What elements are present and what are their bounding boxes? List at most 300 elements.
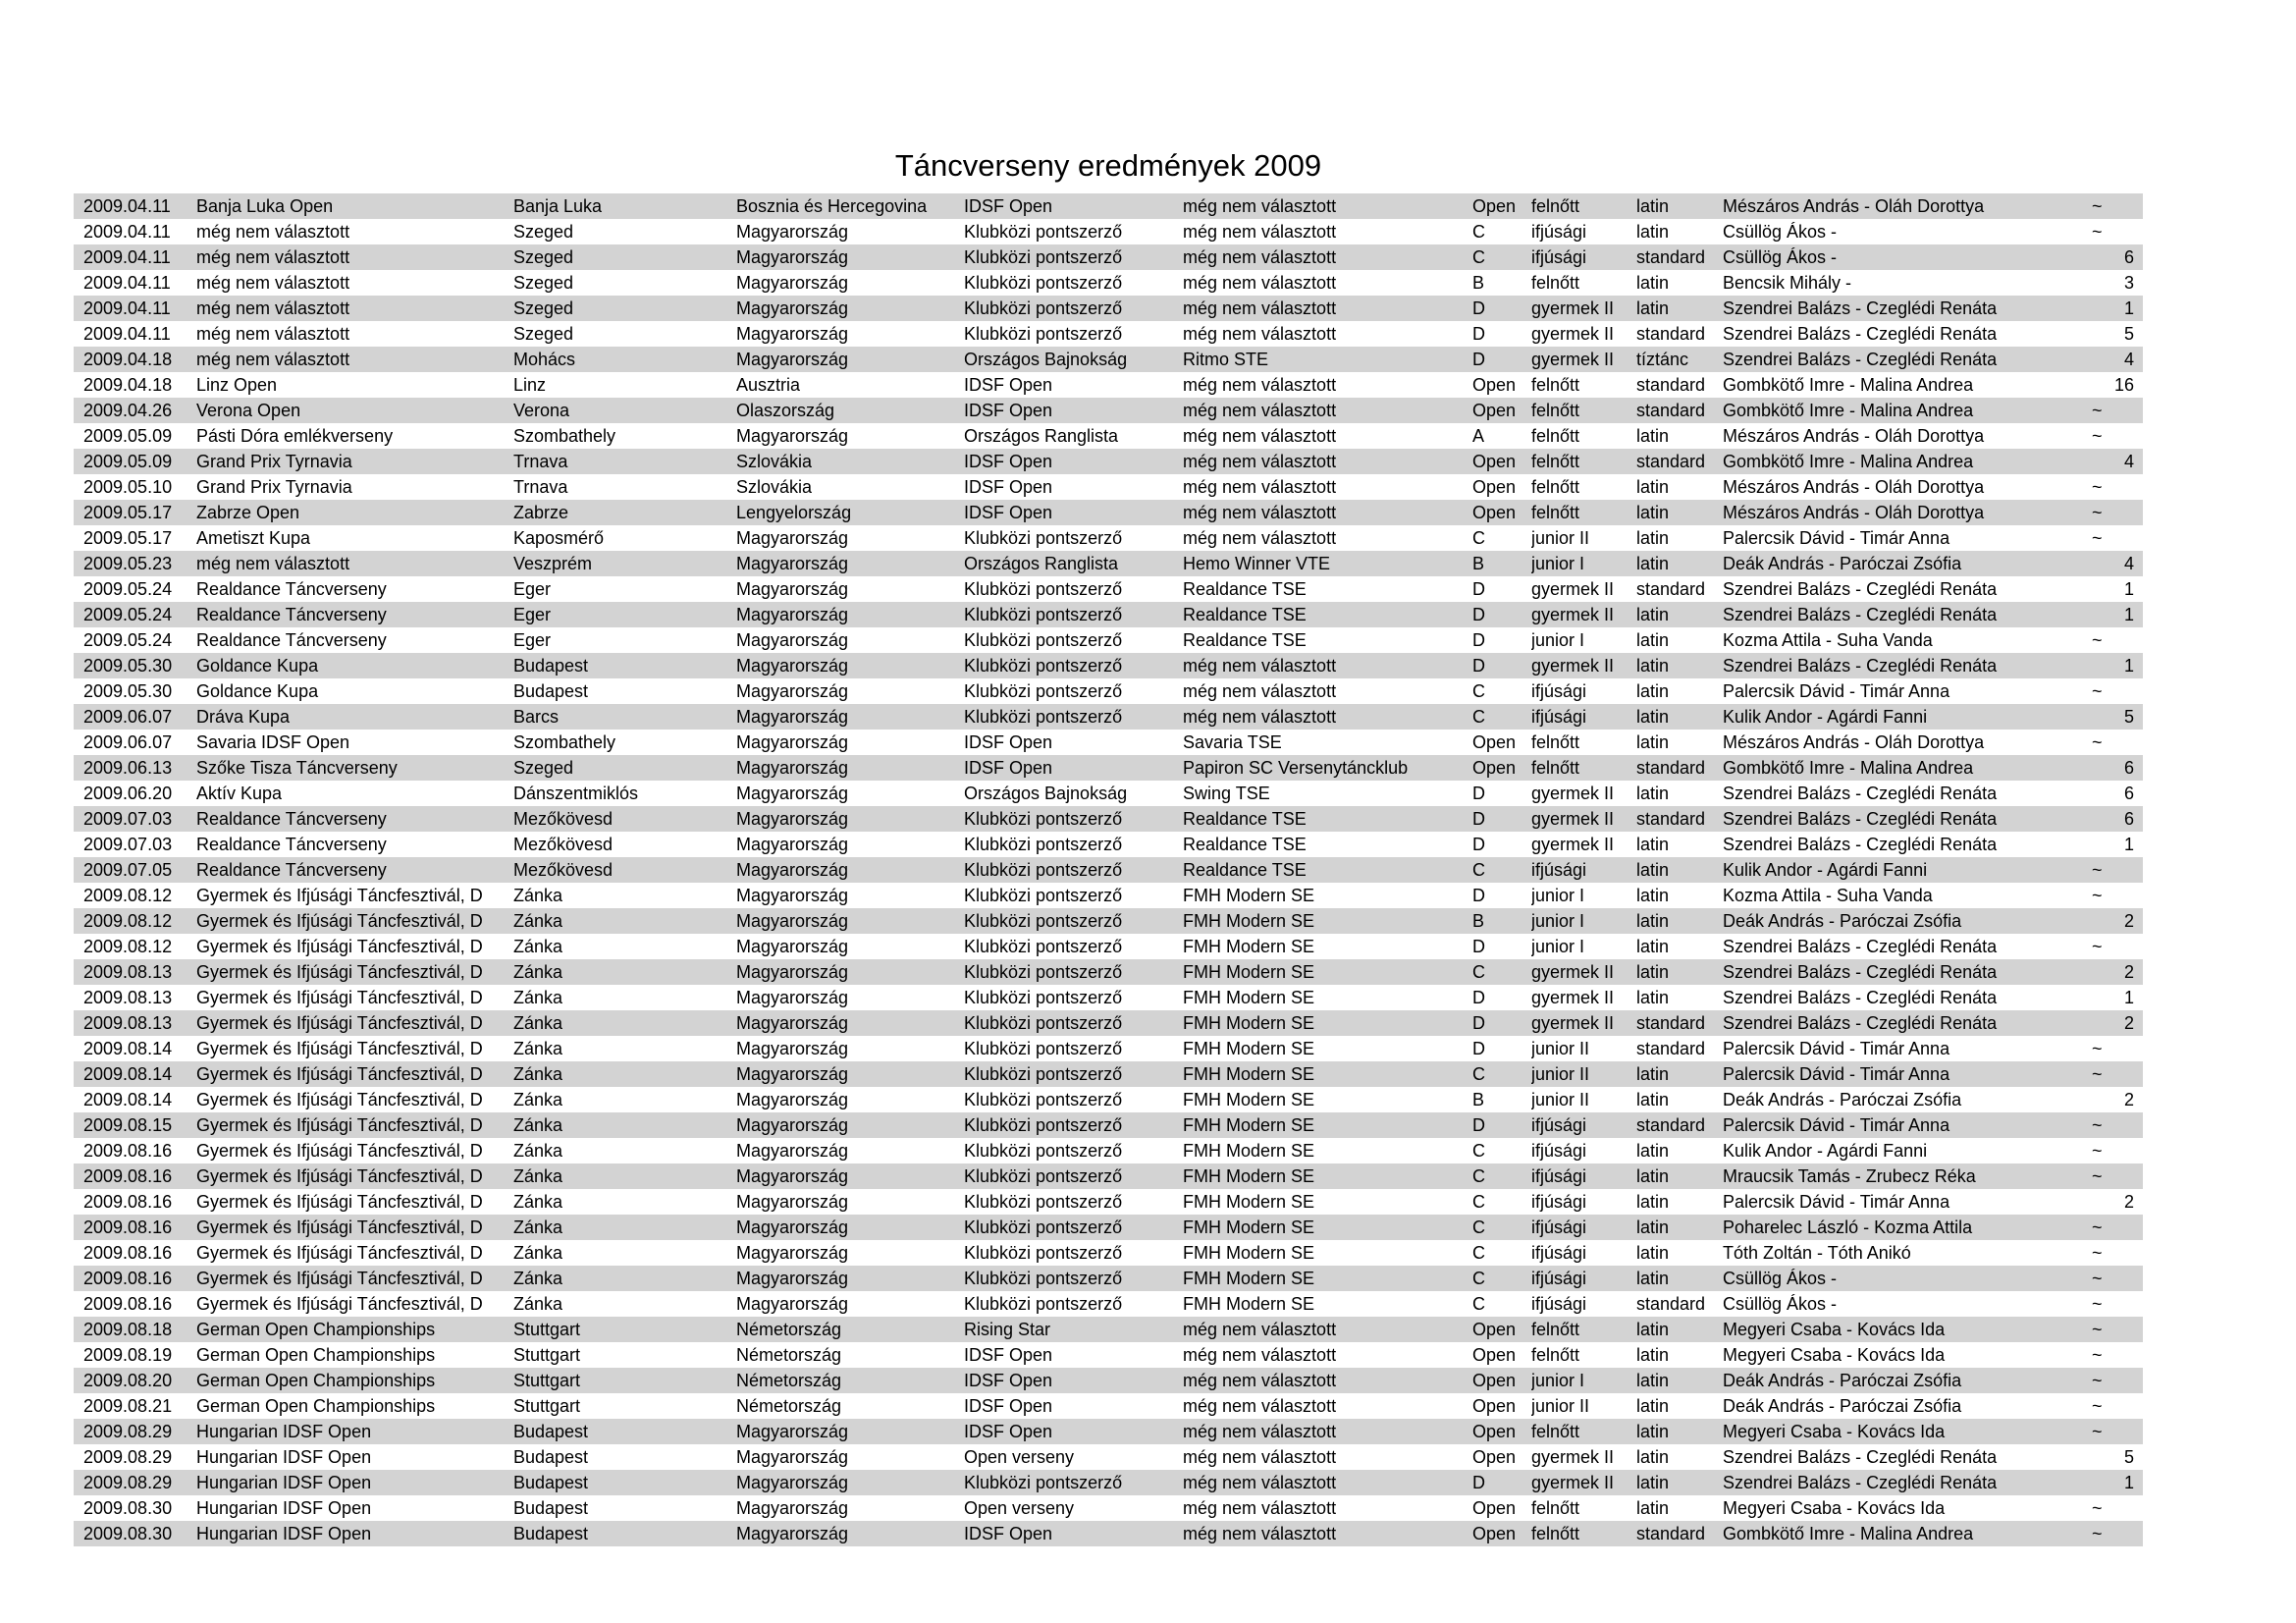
cell-club: még nem választott [1183, 273, 1337, 293]
table-row [74, 1342, 2143, 1368]
cell-type: Országos Ranglista [964, 554, 1119, 573]
cell-club: Papiron SC Versenytáncklub [1183, 758, 1409, 778]
cell-date: 2009.06.07 [83, 732, 173, 752]
cell-competition: Gyermek és Ifjúsági Táncfesztivál, D [196, 911, 483, 931]
cell-country: Magyarország [736, 707, 849, 727]
cell-class: C [1472, 1294, 1485, 1314]
cell-date: 2009.08.29 [83, 1447, 173, 1467]
cell-country: Magyarország [736, 1269, 849, 1288]
cell-type: IDSF Open [964, 758, 1053, 778]
cell-class: D [1472, 579, 1485, 599]
cell-style: tíztánc [1636, 350, 1689, 369]
cell-competition: German Open Championships [196, 1320, 436, 1339]
cell-age-group: junior I [1531, 886, 1585, 905]
cell-age-group: gyermek II [1531, 324, 1615, 344]
cell-class: C [1472, 681, 1485, 701]
cell-date: 2009.08.16 [83, 1269, 173, 1288]
cell-country: Magyarország [736, 1498, 849, 1518]
cell-city: Zabrze [513, 503, 569, 522]
cell-type: Klubközi pontszerző [964, 222, 1123, 242]
cell-date: 2009.04.11 [83, 273, 171, 293]
cell-competition: még nem választott [196, 554, 350, 573]
cell-age-group: ifjúsági [1531, 1115, 1587, 1135]
table-row [74, 806, 2143, 832]
cell-style: standard [1636, 1524, 1706, 1543]
cell-competition: Goldance Kupa [196, 656, 319, 676]
cell-competition: Gyermek és Ifjúsági Táncfesztivál, D [196, 937, 483, 956]
cell-date: 2009.08.16 [83, 1294, 173, 1314]
table-row [74, 551, 2143, 576]
cell-class: C [1472, 1064, 1485, 1084]
cell-country: Magyarország [736, 605, 849, 624]
cell-result: ~ [2092, 1371, 2103, 1390]
cell-competition: Gyermek és Ifjúsági Táncfesztivál, D [196, 1141, 483, 1161]
cell-result: 4 [2123, 452, 2134, 471]
cell-style: latin [1636, 605, 1670, 624]
cell-competition: még nem választott [196, 222, 350, 242]
cell-couple: Palercsik Dávid - Timár Anna [1723, 1039, 1950, 1058]
cell-couple: Szendrei Balázs - Czeglédi Renáta [1723, 809, 1998, 829]
cell-country: Magyarország [736, 656, 849, 676]
cell-result: 2 [2123, 1013, 2134, 1033]
cell-couple: Kulik Andor - Agárdi Fanni [1723, 1141, 1928, 1161]
cell-club: FMH Modern SE [1183, 1039, 1315, 1058]
cell-couple: Szendrei Balázs - Czeglédi Renáta [1723, 1473, 1998, 1492]
cell-style: latin [1636, 732, 1670, 752]
cell-competition: Savaria IDSF Open [196, 732, 350, 752]
cell-city: Stuttgart [513, 1396, 581, 1416]
table-row [74, 1036, 2143, 1061]
cell-city: Zánka [513, 1243, 563, 1263]
cell-style: standard [1636, 758, 1706, 778]
cell-club: még nem választott [1183, 1447, 1337, 1467]
cell-style: standard [1636, 809, 1706, 829]
cell-class: D [1472, 324, 1485, 344]
cell-type: IDSF Open [964, 732, 1053, 752]
cell-style: standard [1636, 1115, 1706, 1135]
cell-age-group: gyermek II [1531, 1473, 1615, 1492]
cell-country: Magyarország [736, 784, 849, 803]
cell-club: még nem választott [1183, 426, 1337, 446]
table-row [74, 959, 2143, 985]
cell-city: Zánka [513, 1192, 563, 1212]
cell-couple: Deák András - Paróczai Zsófia [1723, 1396, 1962, 1416]
cell-type: IDSF Open [964, 1396, 1053, 1416]
cell-class: Open [1472, 375, 1517, 395]
cell-age-group: junior II [1531, 1090, 1590, 1109]
cell-type: Országos Ranglista [964, 426, 1119, 446]
cell-couple: Mészáros András - Oláh Dorottya [1723, 503, 1985, 522]
cell-couple: Csüllög Ákos - [1723, 1269, 1838, 1288]
cell-date: 2009.04.26 [83, 401, 173, 420]
cell-result: ~ [2092, 196, 2103, 216]
cell-date: 2009.08.19 [83, 1345, 173, 1365]
cell-class: Open [1472, 452, 1517, 471]
cell-city: Budapest [513, 1447, 589, 1467]
cell-competition: Pásti Dóra emlékverseny [196, 426, 394, 446]
cell-age-group: ifjúsági [1531, 1192, 1587, 1212]
cell-age-group: felnőtt [1531, 1422, 1580, 1441]
cell-date: 2009.08.16 [83, 1217, 173, 1237]
cell-type: Klubközi pontszerző [964, 1192, 1123, 1212]
cell-couple: Mészáros András - Oláh Dorottya [1723, 477, 1985, 497]
table-row [74, 1495, 2143, 1521]
cell-date: 2009.04.11 [83, 298, 171, 318]
cell-type: IDSF Open [964, 1524, 1053, 1543]
cell-couple: Kozma Attila - Suha Vanda [1723, 886, 1933, 905]
cell-type: IDSF Open [964, 477, 1053, 497]
cell-result: ~ [2092, 732, 2103, 752]
cell-date: 2009.08.13 [83, 988, 173, 1007]
table-row [74, 270, 2143, 296]
cell-competition: Gyermek és Ifjúsági Táncfesztivál, D [196, 1243, 483, 1263]
cell-competition: Gyermek és Ifjúsági Táncfesztivál, D [196, 1115, 483, 1135]
cell-competition: Gyermek és Ifjúsági Táncfesztivál, D [196, 988, 483, 1007]
cell-result: 4 [2123, 554, 2134, 573]
cell-couple: Szendrei Balázs - Czeglédi Renáta [1723, 656, 1998, 676]
cell-club: még nem választott [1183, 298, 1337, 318]
cell-country: Magyarország [736, 758, 849, 778]
cell-style: latin [1636, 1269, 1670, 1288]
cell-club: Realdance TSE [1183, 630, 1307, 650]
cell-result: 1 [2123, 656, 2134, 676]
cell-result: ~ [2092, 426, 2103, 446]
cell-age-group: ifjúsági [1531, 1217, 1587, 1237]
cell-city: Zánka [513, 1013, 563, 1033]
cell-class: D [1472, 886, 1485, 905]
cell-date: 2009.05.09 [83, 452, 173, 471]
cell-class: B [1472, 554, 1485, 573]
cell-country: Németország [736, 1371, 842, 1390]
cell-type: Klubközi pontszerző [964, 1039, 1123, 1058]
table-row [74, 704, 2143, 730]
cell-result: ~ [2092, 1115, 2103, 1135]
cell-date: 2009.08.21 [83, 1396, 173, 1416]
table-row [74, 500, 2143, 525]
cell-result: ~ [2092, 1396, 2103, 1416]
table-row [74, 908, 2143, 934]
cell-club: FMH Modern SE [1183, 911, 1315, 931]
cell-club: FMH Modern SE [1183, 1166, 1315, 1186]
cell-date: 2009.07.03 [83, 809, 173, 829]
cell-competition: Gyermek és Ifjúsági Táncfesztivál, D [196, 1039, 483, 1058]
cell-result: ~ [2092, 1141, 2103, 1161]
cell-age-group: junior II [1531, 1039, 1590, 1058]
cell-date: 2009.06.13 [83, 758, 173, 778]
cell-date: 2009.04.11 [83, 222, 171, 242]
table-row [74, 985, 2143, 1010]
cell-date: 2009.08.16 [83, 1243, 173, 1263]
cell-class: C [1472, 222, 1485, 242]
cell-result: ~ [2092, 1294, 2103, 1314]
table-row [74, 474, 2143, 500]
cell-type: Open verseny [964, 1447, 1075, 1467]
cell-competition: Grand Prix Tyrnavia [196, 477, 352, 497]
cell-date: 2009.08.29 [83, 1422, 173, 1441]
cell-style: latin [1636, 1243, 1670, 1263]
cell-city: Zánka [513, 1115, 563, 1135]
cell-type: Klubközi pontszerző [964, 835, 1123, 854]
cell-country: Magyarország [736, 554, 849, 573]
cell-result: ~ [2092, 1524, 2103, 1543]
cell-date: 2009.05.10 [83, 477, 173, 497]
cell-style: latin [1636, 222, 1670, 242]
cell-club: FMH Modern SE [1183, 1090, 1315, 1109]
cell-couple: Deák András - Paróczai Zsófia [1723, 554, 1962, 573]
table-row [74, 193, 2143, 219]
cell-couple: Gombkötő Imre - Malina Andrea [1723, 758, 1974, 778]
cell-class: D [1472, 350, 1485, 369]
cell-age-group: felnőtt [1531, 758, 1580, 778]
cell-type: Klubközi pontszerző [964, 886, 1123, 905]
cell-style: latin [1636, 988, 1670, 1007]
cell-date: 2009.08.18 [83, 1320, 173, 1339]
cell-couple: Szendrei Balázs - Czeglédi Renáta [1723, 1447, 1998, 1467]
cell-city: Dánszentmiklós [513, 784, 639, 803]
cell-city: Budapest [513, 1524, 589, 1543]
cell-country: Magyarország [736, 1141, 849, 1161]
cell-result: ~ [2092, 1039, 2103, 1058]
cell-couple: Gombkötő Imre - Malina Andrea [1723, 452, 1974, 471]
cell-country: Magyarország [736, 835, 849, 854]
cell-age-group: felnőtt [1531, 1498, 1580, 1518]
cell-club: még nem választott [1183, 1473, 1337, 1492]
cell-couple: Szendrei Balázs - Czeglédi Renáta [1723, 988, 1998, 1007]
cell-class: B [1472, 911, 1485, 931]
cell-club: FMH Modern SE [1183, 1269, 1315, 1288]
cell-type: IDSF Open [964, 1345, 1053, 1365]
cell-couple: Szendrei Balázs - Czeglédi Renáta [1723, 962, 1998, 982]
cell-type: Klubközi pontszerző [964, 937, 1123, 956]
cell-club: még nem választott [1183, 503, 1337, 522]
cell-competition: Gyermek és Ifjúsági Táncfesztivál, D [196, 1090, 483, 1109]
cell-competition: Grand Prix Tyrnavia [196, 452, 352, 471]
cell-style: standard [1636, 1039, 1706, 1058]
cell-city: Stuttgart [513, 1345, 581, 1365]
cell-type: Klubközi pontszerző [964, 656, 1123, 676]
cell-result: 2 [2123, 1090, 2134, 1109]
cell-couple: Mészáros András - Oláh Dorottya [1723, 426, 1985, 446]
cell-competition: Hungarian IDSF Open [196, 1447, 372, 1467]
table-row [74, 1266, 2143, 1291]
table-row [74, 219, 2143, 244]
cell-type: Klubközi pontszerző [964, 860, 1123, 880]
cell-style: latin [1636, 911, 1670, 931]
cell-country: Németország [736, 1345, 842, 1365]
cell-city: Mezőkövesd [513, 835, 614, 854]
cell-style: standard [1636, 324, 1706, 344]
cell-class: D [1472, 298, 1485, 318]
cell-class: Open [1472, 401, 1517, 420]
cell-date: 2009.08.16 [83, 1166, 173, 1186]
cell-age-group: junior II [1531, 528, 1590, 548]
table-row [74, 1317, 2143, 1342]
cell-city: Szeged [513, 222, 574, 242]
cell-couple: Csüllög Ákos - [1723, 1294, 1838, 1314]
cell-couple: Szendrei Balázs - Czeglédi Renáta [1723, 605, 1998, 624]
cell-style: latin [1636, 1345, 1670, 1365]
cell-age-group: gyermek II [1531, 809, 1615, 829]
cell-age-group: gyermek II [1531, 1013, 1615, 1033]
cell-city: Szeged [513, 324, 574, 344]
cell-style: latin [1636, 503, 1670, 522]
cell-date: 2009.04.11 [83, 247, 171, 267]
table-row [74, 576, 2143, 602]
cell-competition: Gyermek és Ifjúsági Táncfesztivál, D [196, 886, 483, 905]
cell-date: 2009.06.20 [83, 784, 173, 803]
cell-city: Zánka [513, 1064, 563, 1084]
cell-result: ~ [2092, 401, 2103, 420]
cell-style: standard [1636, 401, 1706, 420]
cell-country: Magyarország [736, 809, 849, 829]
cell-country: Bosznia és Hercegovina [736, 196, 928, 216]
cell-result: 1 [2123, 605, 2134, 624]
cell-country: Magyarország [736, 1243, 849, 1263]
table-row [74, 1368, 2143, 1393]
cell-competition: Gyermek és Ifjúsági Táncfesztivál, D [196, 1217, 483, 1237]
cell-age-group: ifjúsági [1531, 681, 1587, 701]
cell-result: ~ [2092, 1166, 2103, 1186]
cell-date: 2009.05.23 [83, 554, 173, 573]
cell-style: latin [1636, 1090, 1670, 1109]
cell-style: latin [1636, 1422, 1670, 1441]
cell-club: Realdance TSE [1183, 579, 1307, 599]
cell-competition: még nem választott [196, 247, 350, 267]
cell-city: Zánka [513, 1217, 563, 1237]
cell-class: Open [1472, 1447, 1517, 1467]
cell-country: Magyarország [736, 273, 849, 293]
cell-date: 2009.05.17 [83, 528, 173, 548]
cell-competition: German Open Championships [196, 1345, 436, 1365]
cell-date: 2009.08.14 [83, 1064, 173, 1084]
cell-competition: Realdance Táncverseny [196, 630, 387, 650]
cell-date: 2009.08.12 [83, 886, 173, 905]
cell-club: FMH Modern SE [1183, 1141, 1315, 1161]
cell-club: Hemo Winner VTE [1183, 554, 1331, 573]
cell-country: Magyarország [736, 962, 849, 982]
cell-result: 6 [2123, 809, 2134, 829]
cell-competition: Hungarian IDSF Open [196, 1422, 372, 1441]
cell-couple: Mraucsik Tamás - Zrubecz Réka [1723, 1166, 1976, 1186]
cell-couple: Kulik Andor - Agárdi Fanni [1723, 707, 1928, 727]
cell-result: 1 [2123, 1473, 2134, 1492]
cell-city: Budapest [513, 1422, 589, 1441]
cell-style: latin [1636, 426, 1670, 446]
cell-age-group: junior I [1531, 1371, 1585, 1390]
cell-style: latin [1636, 962, 1670, 982]
cell-style: latin [1636, 681, 1670, 701]
cell-style: standard [1636, 452, 1706, 471]
cell-style: latin [1636, 1371, 1670, 1390]
cell-date: 2009.08.12 [83, 911, 173, 931]
cell-competition: German Open Championships [196, 1396, 436, 1416]
table-row [74, 934, 2143, 959]
cell-style: standard [1636, 375, 1706, 395]
cell-age-group: gyermek II [1531, 988, 1615, 1007]
cell-date: 2009.08.14 [83, 1039, 173, 1058]
cell-country: Magyarország [736, 324, 849, 344]
cell-class: A [1472, 426, 1485, 446]
cell-competition: Goldance Kupa [196, 681, 319, 701]
cell-type: Klubközi pontszerző [964, 630, 1123, 650]
cell-club: még nem választott [1183, 681, 1337, 701]
cell-country: Magyarország [736, 1013, 849, 1033]
cell-style: latin [1636, 1447, 1670, 1467]
table-row [74, 1393, 2143, 1419]
table-row [74, 730, 2143, 755]
cell-class: D [1472, 835, 1485, 854]
cell-age-group: felnőtt [1531, 732, 1580, 752]
table-row [74, 1087, 2143, 1112]
cell-type: Klubközi pontszerző [964, 1064, 1123, 1084]
cell-style: latin [1636, 886, 1670, 905]
table-row [74, 883, 2143, 908]
table-row [74, 347, 2143, 372]
cell-age-group: gyermek II [1531, 605, 1615, 624]
table-row [74, 832, 2143, 857]
cell-result: ~ [2092, 503, 2103, 522]
cell-city: Verona [513, 401, 570, 420]
cell-country: Magyarország [736, 911, 849, 931]
cell-city: Zánka [513, 962, 563, 982]
cell-style: standard [1636, 1294, 1706, 1314]
cell-competition: Hungarian IDSF Open [196, 1473, 372, 1492]
cell-age-group: gyermek II [1531, 656, 1615, 676]
cell-club: még nem választott [1183, 324, 1337, 344]
table-row [74, 423, 2143, 449]
cell-city: Barcs [513, 707, 560, 727]
cell-couple: Szendrei Balázs - Czeglédi Renáta [1723, 937, 1998, 956]
cell-style: latin [1636, 784, 1670, 803]
cell-couple: Szendrei Balázs - Czeglédi Renáta [1723, 350, 1998, 369]
cell-result: ~ [2092, 860, 2103, 880]
page-title: Táncverseny eredmények 2009 [894, 148, 1322, 183]
cell-date: 2009.08.30 [83, 1524, 173, 1543]
cell-club: még nem választott [1183, 222, 1337, 242]
cell-style: latin [1636, 477, 1670, 497]
cell-club: még nem választott [1183, 1422, 1337, 1441]
cell-city: Szeged [513, 758, 574, 778]
cell-result: 1 [2123, 988, 2134, 1007]
cell-city: Mezőkövesd [513, 860, 614, 880]
cell-style: latin [1636, 835, 1670, 854]
cell-country: Magyarország [736, 1039, 849, 1058]
cell-country: Magyarország [736, 988, 849, 1007]
cell-result: ~ [2092, 1320, 2103, 1339]
cell-result: 2 [2123, 911, 2134, 931]
cell-couple: Csüllög Ákos - [1723, 222, 1838, 242]
cell-competition: még nem választott [196, 298, 350, 318]
cell-city: Zánka [513, 1166, 563, 1186]
cell-type: Open verseny [964, 1498, 1075, 1518]
cell-class: D [1472, 1473, 1485, 1492]
cell-club: FMH Modern SE [1183, 937, 1315, 956]
cell-result: 3 [2123, 273, 2134, 293]
cell-age-group: felnőtt [1531, 196, 1580, 216]
cell-class: Open [1472, 477, 1517, 497]
cell-date: 2009.05.17 [83, 503, 173, 522]
cell-age-group: felnőtt [1531, 1524, 1580, 1543]
cell-country: Magyarország [736, 528, 849, 548]
cell-type: IDSF Open [964, 196, 1053, 216]
cell-date: 2009.08.15 [83, 1115, 173, 1135]
cell-class: Open [1472, 1498, 1517, 1518]
table-row [74, 1189, 2143, 1215]
cell-class: Open [1472, 503, 1517, 522]
cell-city: Trnava [513, 477, 568, 497]
cell-style: latin [1636, 1064, 1670, 1084]
cell-city: Budapest [513, 681, 589, 701]
